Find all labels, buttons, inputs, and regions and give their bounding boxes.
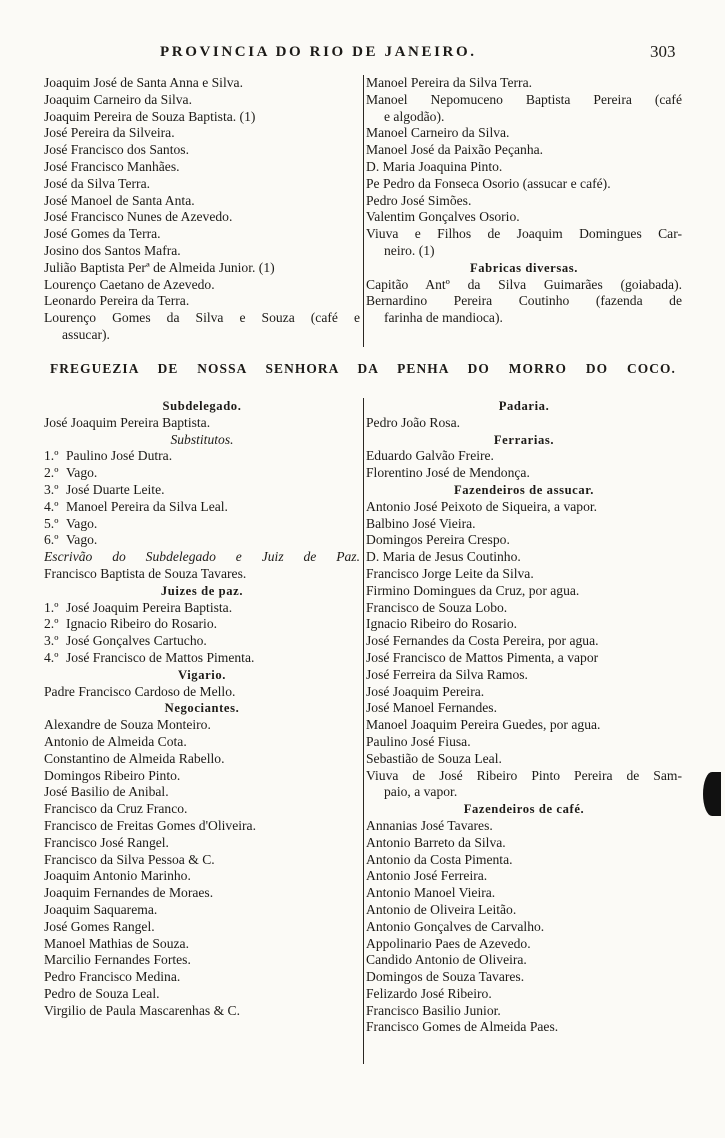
list-item: Alexandre de Souza Monteiro.: [44, 717, 211, 733]
column-divider: [363, 75, 364, 347]
list-item: Pedro João Rosa.: [366, 414, 461, 430]
item-number: 6.º: [44, 532, 59, 548]
item-number: 2.º: [44, 616, 59, 632]
list-item: Viuva e Filhos de Joaquim Domingues Car-: [366, 226, 682, 242]
item-name: Vago.: [66, 465, 98, 481]
list-item: [44, 499, 360, 516]
list-item: José Joaquim Pereira Baptista.: [44, 414, 211, 430]
list-item: Francisco Jorge Leite da Silva.: [366, 565, 534, 581]
list-item: José Ferreira da Silva Ramos.: [366, 666, 528, 682]
list-item: Manoel José da Paixão Peçanha.: [366, 142, 544, 158]
list-item: Antonio Manoel Vieira.: [366, 885, 496, 901]
list-item: Pedro José Simões.: [366, 192, 472, 208]
item-number: 2.º: [44, 465, 59, 481]
list-item: Paulino José Fiusa.: [366, 733, 471, 749]
item-number: 4.º: [44, 649, 59, 665]
list-item: [44, 532, 360, 549]
list-item: Joaquim Fernandes de Moraes.: [44, 885, 214, 901]
page-number: 303: [650, 42, 676, 61]
item-name: Manoel Pereira da Silva Leal.: [66, 498, 228, 514]
list-item: Pedro Francisco Medina.: [44, 969, 181, 985]
list-item: [44, 633, 360, 650]
list-item: José Joaquim Pereira.: [366, 683, 485, 699]
section-subheading: Negociantes.: [164, 701, 240, 716]
list-item: Joaquim Antonio Marinho.: [44, 868, 191, 884]
section-subheading: Fazendeiros de café.: [463, 802, 585, 817]
section-subheading: Escrivão do Subdelegado e Juiz de Paz.: [44, 549, 360, 565]
list-item: Candido Antonio de Oliveira.: [366, 952, 527, 968]
list-item: Francisco de Souza Lobo.: [366, 599, 508, 615]
item-name: José Duarte Leite.: [66, 481, 165, 497]
list-item: José Gomes da Terra.: [44, 226, 161, 242]
list-item: Antonio José Ferreira.: [366, 868, 488, 884]
list-item: José Fernandes da Costa Pereira, por agua.: [366, 633, 599, 649]
list-item: Capitão Antº da Silva Guimarães (goiabada).: [366, 276, 682, 292]
list-item: Marcilio Fernandes Fortes.: [44, 952, 191, 968]
list-item: José Gomes Rangel.: [44, 918, 155, 934]
list-item: Viuva de José Ribeiro Pinto Pereira de Sam-: [366, 767, 682, 783]
item-name: Paulino José Dutra.: [66, 448, 173, 464]
list-item: [44, 482, 360, 499]
list-item: Francisco Baptista de Souza Tavares.: [44, 565, 247, 581]
list-item: José Manoel de Santa Anta.: [44, 192, 195, 208]
right-column: [366, 398, 682, 1036]
list-item: Manoel Nepomuceno Baptista Pereira (café: [366, 91, 682, 107]
list-item: Felizardo José Ribeiro.: [366, 985, 492, 1001]
list-item: e algodão).: [384, 108, 445, 124]
list-item: Antonio da Costa Pimenta.: [366, 851, 513, 867]
list-item: Francisco da Cruz Franco.: [44, 801, 188, 817]
list-item: Julião Baptista Perª de Almeida Junior. (1): [44, 259, 275, 275]
section-subheading: Substitutos.: [170, 431, 234, 447]
item-name: José Joaquim Pereira Baptista.: [66, 599, 233, 615]
list-item: José Francisco Manhães.: [44, 158, 180, 174]
list-item: Eduardo Galvão Freire.: [366, 448, 494, 464]
list-item: Joaquim Carneiro da Silva.: [44, 91, 192, 107]
left-column: [44, 398, 360, 1019]
list-item: Balbino José Vieira.: [366, 515, 476, 531]
list-item: Leonardo Pereira da Terra.: [44, 293, 190, 309]
list-item: Francisco Basilio Junior.: [366, 1002, 501, 1018]
list-item: Appolinario Paes de Azevedo.: [366, 935, 531, 951]
top-right-column: [366, 75, 682, 327]
list-item: Antonio de Almeida Cota.: [44, 733, 187, 749]
list-item: Virgilio de Paula Mascarenhas & C.: [44, 1002, 241, 1018]
list-item: Joaquim Saquarema.: [44, 901, 158, 917]
ink-blot: [703, 772, 721, 816]
list-item: Ignacio Ribeiro do Rosario.: [366, 616, 518, 632]
list-item: Annanias José Tavares.: [366, 817, 493, 833]
item-name: Vago.: [66, 532, 98, 548]
section-subheading: Subdelegado.: [162, 399, 242, 413]
list-item: Pe Pedro da Fonseca Osorio (assucar e café).: [366, 175, 611, 191]
list-item: Manoel Mathias de Souza.: [44, 935, 189, 951]
list-item: José Francisco dos Santos.: [44, 142, 189, 158]
item-number: 5.º: [44, 515, 59, 531]
list-item: Antonio Gonçalves de Carvalho.: [366, 918, 545, 934]
list-item: Pedro de Souza Leal.: [44, 985, 160, 1001]
list-item: [44, 650, 360, 667]
list-item: Francisco José Rangel.: [44, 834, 169, 850]
item-number: 1.º: [44, 448, 59, 464]
list-item: neiro. (1): [384, 242, 435, 258]
list-item: assucar).: [62, 326, 110, 342]
section-subheading: Vigario.: [177, 667, 227, 682]
item-number: 4.º: [44, 498, 59, 514]
list-item: Manoel Carneiro da Silva.: [366, 125, 510, 141]
list-item: D. Maria Joaquina Pinto.: [366, 158, 503, 174]
section-subheading: Juizes de paz.: [160, 583, 244, 598]
list-item: Antonio Barreto da Silva.: [366, 834, 506, 850]
list-item: D. Maria de Jesus Coutinho.: [366, 549, 521, 565]
item-name: Ignacio Ribeiro do Rosario.: [66, 616, 218, 632]
list-item: Lourenço Caetano de Azevedo.: [44, 276, 215, 292]
list-item: [44, 616, 360, 633]
list-item: Domingos Ribeiro Pinto.: [44, 767, 181, 783]
list-item: Manoel Pereira da Silva Terra.: [366, 75, 533, 90]
list-item: [44, 516, 360, 533]
list-item: [44, 600, 360, 617]
list-item: Joaquim Pereira de Souza Baptista. (1): [44, 108, 256, 124]
item-name: Vago.: [66, 515, 98, 531]
item-number: 3.º: [44, 633, 59, 649]
list-item: Domingos de Souza Tavares.: [366, 969, 525, 985]
list-item: José Basilio de Anibal.: [44, 784, 169, 800]
parish-heading: FREGUEZIA DE NOSSA SENHORA DA PENHA DO MORRO DO COCO.: [50, 361, 676, 376]
list-item: farinha de mandioca).: [384, 310, 503, 326]
list-item: Domingos Pereira Crespo.: [366, 532, 510, 548]
list-item: Antonio José Peixoto de Siqueira, a vapor.: [366, 498, 598, 514]
list-item: Valentim Gonçalves Osorio.: [366, 209, 520, 225]
section-subheading: Fazendeiros de assucar.: [453, 482, 595, 497]
list-item: Francisco Gomes de Almeida Paes.: [366, 1019, 559, 1035]
list-item: Padre Francisco Cardoso de Mello.: [44, 683, 236, 699]
list-item: José Francisco de Mattos Pimenta, a vapor: [366, 649, 599, 665]
page-header: [0, 44, 725, 66]
list-item: José Manoel Fernandes.: [366, 700, 497, 716]
page-title: PROVINCIA DO RIO DE JANEIRO.: [160, 44, 477, 60]
section-subheading: Fabricas diversas.: [469, 260, 579, 275]
section-subheading: Ferrarias.: [493, 432, 555, 447]
list-item: paio, a vapor.: [384, 784, 458, 800]
section-subheading: Padaria.: [498, 399, 550, 413]
item-name: José Gonçalves Cartucho.: [66, 633, 207, 649]
list-item: José Francisco Nunes de Azevedo.: [44, 209, 233, 225]
list-item: Francisco de Freitas Gomes d'Oliveira.: [44, 817, 256, 833]
list-item: Bernardino Pereira Coutinho (fazenda de: [366, 293, 682, 309]
list-item: Firmino Domingues da Cruz, por agua.: [366, 582, 580, 598]
list-item: Sebastião de Souza Leal.: [366, 750, 502, 766]
column-divider: [363, 398, 364, 1064]
list-item: Constantino de Almeida Rabello.: [44, 750, 225, 766]
list-item: Lourenço Gomes da Silva e Souza (café e: [44, 310, 360, 326]
item-name: José Francisco de Mattos Pimenta.: [66, 649, 255, 665]
list-item: Josino dos Santos Mafra.: [44, 242, 181, 258]
list-item: [44, 448, 360, 465]
list-item: [44, 465, 360, 482]
list-item: Francisco da Silva Pessoa & C.: [44, 851, 215, 867]
list-item: Joaquim José de Santa Anna e Silva.: [44, 75, 243, 90]
list-item: José Pereira da Silveira.: [44, 125, 175, 141]
list-item: Manoel Joaquim Pereira Guedes, por agua.: [366, 717, 601, 733]
list-item: Florentino José de Mendonça.: [366, 465, 530, 481]
list-item: Antonio de Oliveira Leitão.: [366, 901, 517, 917]
item-number: 3.º: [44, 481, 59, 497]
top-left-column: [44, 75, 360, 344]
list-item: José da Silva Terra.: [44, 175, 151, 191]
item-number: 1.º: [44, 599, 59, 615]
